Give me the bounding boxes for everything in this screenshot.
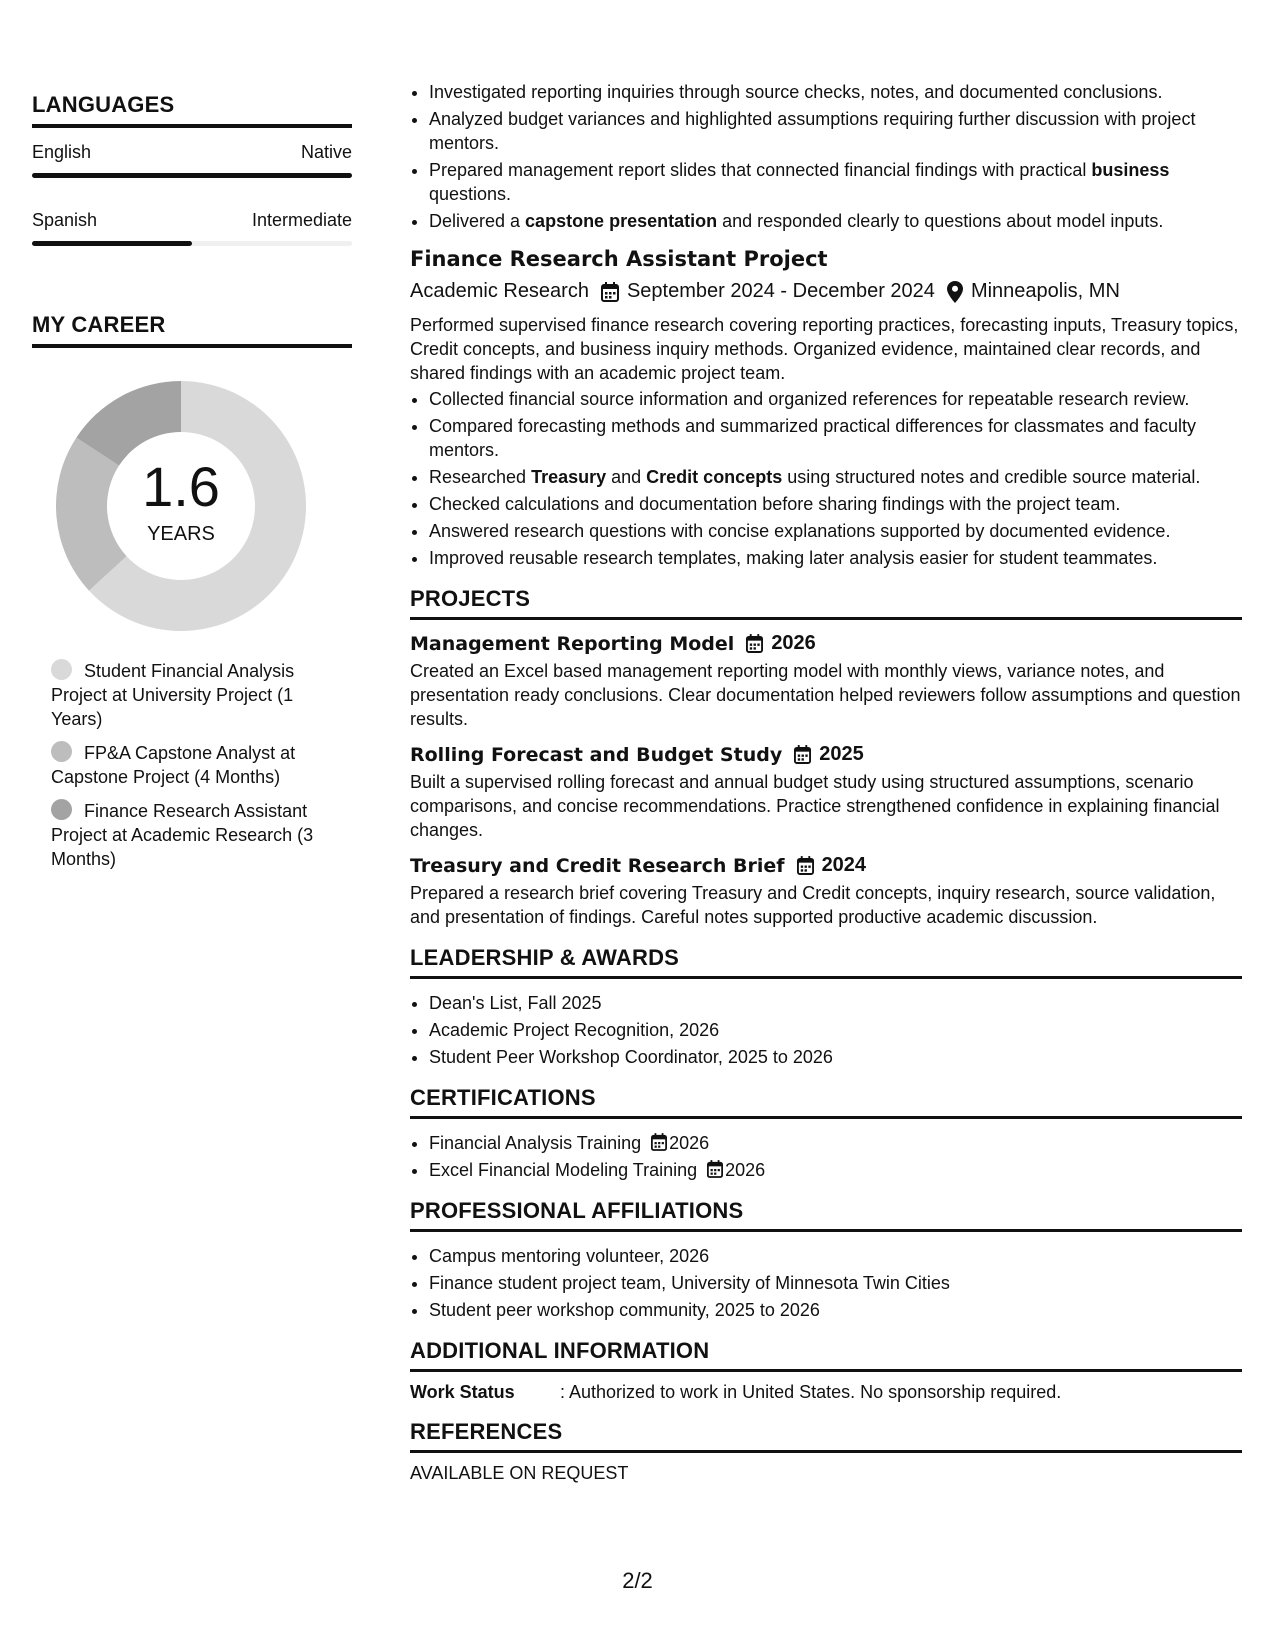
job-location: Minneapolis, MN: [970, 280, 1120, 302]
references-heading: REFERENCES: [410, 1419, 1242, 1453]
list-item: • Student Peer Workshop Coordinator, 2025 to 2026: [429, 1045, 1242, 1069]
list-item: • Checked calculations and documentation before sharing findings with the project team.: [429, 492, 1242, 516]
calendar-icon: [797, 856, 814, 875]
list-item: • Student peer workshop community, 2025 to 2026: [429, 1298, 1242, 1322]
references-text: AVAILABLE ON REQUEST: [410, 1463, 629, 1483]
leadership-heading: LEADERSHIP & AWARDS: [410, 945, 1242, 979]
left-column: [32, 92, 352, 881]
calendar-icon: [707, 1160, 723, 1178]
leadership-section: [410, 945, 1242, 1069]
right-column: [410, 80, 1242, 1484]
languages-heading: LANGUAGES: [32, 92, 352, 128]
calendar-icon: [794, 745, 811, 764]
language-level: Intermediate: [251, 210, 352, 230]
language-level: Native: [300, 142, 352, 162]
location-pin-icon: [947, 281, 963, 303]
career-heading: MY CAREER: [32, 312, 352, 348]
job-summary: Performed supervised finance research covering reporting practices, forecasting inputs, Treasury topics, Credit concepts, and business inquiry methods. Organized evidence, maintained clear records, and shared findings with an academic project team.: [410, 315, 1239, 383]
legend-item: Student Financial Analysis Project at University Project (1 Years): [51, 661, 295, 729]
language-bar-fill: [32, 241, 192, 246]
career-total-years: 1.6: [142, 455, 220, 518]
project-description: Prepared a research brief covering Treasury and Credit concepts, inquiry research, source validation, and presentation of findings. Careful notes supported productive academic discussion.: [410, 883, 1216, 927]
affiliations-section: [410, 1198, 1242, 1322]
certifications-heading: CERTIFICATIONS: [410, 1085, 1242, 1119]
job-dates: September 2024 - December 2024: [626, 280, 935, 302]
language-english: [32, 142, 352, 178]
job-meta: [410, 280, 1242, 303]
additional-heading: ADDITIONAL INFORMATION: [410, 1338, 1242, 1372]
project-title: Management Reporting Model 2026: [410, 632, 816, 655]
career-total-unit: YEARS: [147, 523, 215, 545]
job-title: Finance Research Assistant Project: [410, 247, 828, 271]
language-spanish: [32, 210, 352, 246]
language-bar: [32, 173, 352, 178]
list-item: • Campus mentoring volunteer, 2026: [429, 1244, 1242, 1268]
job-bullets: [410, 387, 1242, 570]
job-org: Academic Research: [410, 280, 589, 302]
work-status-value: : Authorized to work in United States. No sponsorship required.: [560, 1382, 1062, 1402]
project-description: Created an Excel based management reporting model with monthly views, variance notes, and presentation ready conclusions. Clear documentation helped reviewers follow assumptions and question results.: [410, 661, 1241, 729]
certifications-section: [410, 1085, 1242, 1182]
project-title: Treasury and Credit Research Brief 2024: [410, 854, 867, 877]
list-item: • Researched Treasury and Credit concepts using structured notes and credible source material.: [429, 465, 1242, 489]
legend-dot: [51, 799, 72, 820]
career-legend: [51, 659, 341, 871]
project-description: Built a supervised rolling forecast and annual budget study using structured assumptions, scenario comparisons, and concise recommendations. Practice strengthened confidence in explaining financial changes.: [410, 772, 1220, 840]
project-year: 2026: [771, 632, 816, 654]
legend-dot: [51, 741, 72, 762]
project-title: Rolling Forecast and Budget Study 2025: [410, 743, 864, 766]
legend-dot: [51, 659, 72, 680]
project-year: 2025: [819, 743, 864, 765]
career-donut-chart: [56, 381, 306, 631]
list-item: • Delivered a capstone presentation and responded clearly to questions about model inputs.: [429, 209, 1242, 233]
legend-item: FP&A Capstone Analyst at Capstone Project (4 Months): [51, 743, 296, 787]
list-item: • Finance student project team, University of Minnesota Twin Cities: [429, 1271, 1242, 1295]
language-name: Spanish: [32, 210, 98, 230]
additional-section: [410, 1338, 1242, 1403]
list-item: • Investigated reporting inquiries through source checks, notes, and documented conclusions.: [429, 80, 1242, 104]
language-bar: [32, 241, 352, 246]
project-year: 2024: [821, 854, 867, 876]
list-item: • Answered research questions with concise explanations supported by documented evidence.: [429, 519, 1242, 543]
list-item: • Compared forecasting methods and summarized practical differences for classmates and faculty mentors.: [429, 414, 1242, 462]
legend-item: Finance Research Assistant Project at Academic Research (3 Months): [51, 801, 314, 869]
references-section: [410, 1419, 1242, 1484]
language-bar-fill: [32, 173, 352, 178]
calendar-icon: [651, 1133, 667, 1151]
affiliations-heading: PROFESSIONAL AFFILIATIONS: [410, 1198, 1242, 1232]
page-number: 2/2: [622, 1568, 653, 1593]
calendar-icon: [601, 282, 619, 302]
experience-bullets: [410, 80, 1242, 233]
projects-heading: PROJECTS: [410, 586, 1242, 620]
calendar-icon: [746, 634, 763, 653]
list-item: • Excel Financial Modeling Training 2026: [429, 1158, 1242, 1182]
list-item: • Dean's List, Fall 2025: [429, 991, 1242, 1015]
list-item: • Improved reusable research templates, making later analysis easier for student teammates.: [429, 546, 1242, 570]
language-name: English: [32, 142, 92, 162]
list-item: • Collected financial source information and organized references for repeatable research review.: [429, 387, 1242, 411]
list-item: • Financial Analysis Training 2026: [429, 1131, 1242, 1155]
list-item: • Academic Project Recognition, 2026: [429, 1018, 1242, 1042]
work-status-label: Work Status: [410, 1382, 515, 1402]
list-item: • Prepared management report slides that connected financial findings with practical business questions.: [429, 158, 1242, 206]
list-item: • Analyzed budget variances and highlighted assumptions requiring further discussion with project mentors.: [429, 107, 1242, 155]
projects-section: [410, 586, 1242, 929]
